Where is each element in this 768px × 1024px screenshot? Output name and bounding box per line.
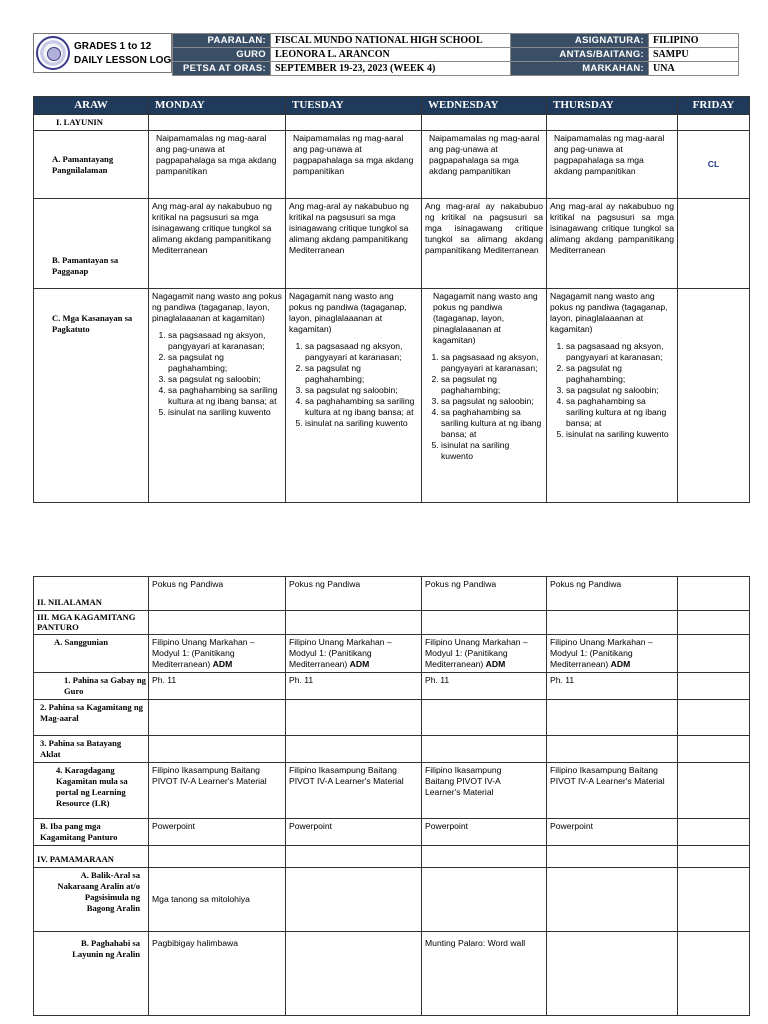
wednesday-paghahabi: Munting Palaro: Word wall bbox=[422, 932, 547, 1016]
tuesday-pamantayang-pangnilalaman: Naipamamalas ng mag-aaral ang pag-unawa at pagpapahalaga sa mga akdang pampanitikan bbox=[286, 131, 422, 199]
label-mga-kasanayan: C. Mga Kasanayan sa Pagkatuto bbox=[34, 289, 149, 503]
wednesday-gabay: Ph. 11 bbox=[422, 673, 547, 700]
document-title: GRADES 1 to 12 DAILY LESSON LOG bbox=[74, 41, 172, 66]
deped-seal-icon bbox=[36, 36, 70, 70]
thursday-karagdagang: Filipino Ikasampung Baitang PIVOT IV-A Learner's Material bbox=[547, 763, 678, 819]
row-pamamaraan bbox=[34, 846, 750, 868]
monday-balik-aral: Mga tanong sa mitolohiya bbox=[149, 868, 286, 932]
friday-cl: CL bbox=[678, 131, 750, 199]
col-monday: MONDAY bbox=[149, 97, 286, 115]
wednesday-sanggunian: Filipino Unang Markahan – Modyul 1: (Panitikang Mediterranean) ADM bbox=[422, 635, 547, 673]
label-kagamitang-mag-aaral: 2. Pahina sa Kagamitang ng Mag-aaral bbox=[34, 700, 149, 736]
row-batayang-aklat bbox=[34, 736, 750, 763]
monday-karagdagang: Filipino Ikasampung Baitang PIVOT IV-A Learner's Material bbox=[149, 763, 286, 819]
kasanayan-list: 1. sa pagsasaad ng aksyon, pangyayari at karanasan; 2. sa pagsulat ng paghahambing; 3. sa pagsulat ng saloobin; 4. sa paghahambing sa sariling kultura at ng ibang bansa; at 5. isinulat na sariling kuwento bbox=[425, 352, 543, 462]
objectives-table bbox=[33, 96, 750, 503]
col-wednesday: WEDNESDAY bbox=[422, 97, 547, 115]
row-kagamitan bbox=[34, 611, 750, 635]
monday-kasanayan: Nagagamit nang wasto ang pokus ng pandiwa (tagaganap, layon, pinaglalaaanan at kagamitan) 1. sa pagsasaad ng aksyon, pangyayari at karanasan; 2. sa pagsulat ng paghahambing; 3. sa pagsulat ng saloobin; 4. sa paghahambing sa sariling kultura at ng ibang bansa; at 5. isinulat na sariling kuwento bbox=[149, 289, 286, 503]
row-pamantayang-pangnilalaman bbox=[34, 131, 750, 199]
label-pamamaraan: IV. PAMAMARAAN bbox=[34, 846, 149, 868]
value-antas: SAMPU bbox=[649, 48, 739, 62]
col-friday: FRIDAY bbox=[678, 97, 750, 115]
label-guro: GURO bbox=[173, 48, 271, 62]
label-paaralan: PAARALAN: bbox=[173, 34, 271, 48]
col-araw: ARAW bbox=[34, 97, 149, 115]
content-table bbox=[33, 576, 750, 1016]
col-thursday: THURSDAY bbox=[547, 97, 678, 115]
thursday-pamantayang-pangnilalaman: Naipamamalas ng mag-aaral ang pag-unawa at pagpapahalaga sa mga akdang pampanitikan bbox=[547, 131, 678, 199]
tuesday-kasanayan: Nagagamit nang wasto ang pokus ng pandiwa (tagaganap, layon, pinaglalaaanan at kagamitan) 1. sa pagsasaad ng aksyon, pangyayari at karanasan; 2. sa pagsulat ng paghahambing; 3. sa pagsulat ng saloobin; 4. sa paghahambing sa sariling kultura at ng ibang bansa; at 5. isinulat na sariling kuwento bbox=[286, 289, 422, 503]
label-asignatura: ASIGNATURA: bbox=[511, 34, 649, 48]
label-sanggunian: A. Sanggunian bbox=[34, 635, 149, 673]
col-tuesday: TUESDAY bbox=[286, 97, 422, 115]
label-layunin: I. LAYUNIN bbox=[34, 115, 149, 131]
label-markahan: MARKAHAN: bbox=[511, 62, 649, 76]
row-balik-aral bbox=[34, 868, 750, 932]
wednesday-kasanayan: Nagagamit nang wasto ang pokus ng pandiwa (tagaganap, layon, pinaglalaaanan at kagamitan) 1. sa pagsasaad ng aksyon, pangyayari at karanasan; 2. sa pagsulat ng paghahambing; 3. sa pagsulat ng saloobin; 4. sa paghahambing sa sariling kultura at ng ibang bansa; at 5. isinulat na sariling kuwento bbox=[422, 289, 547, 503]
header-row-guro bbox=[173, 48, 739, 62]
header-info-table bbox=[172, 33, 739, 76]
label-kagamitan: III. MGA KAGAMITANG PANTURO bbox=[34, 611, 149, 635]
tuesday-pamantayan-sa-pagganap: Ang mag-aral ay nakabubuo ng kritikal na pagsusuri sa mga isinagawang critique tungkol sa alimang akdang pampanitikang Mediterranean bbox=[286, 199, 422, 289]
row-iba-pang-kagamitan bbox=[34, 819, 750, 846]
row-sanggunian bbox=[34, 635, 750, 673]
label-iba-pang-kagamitan: B. Iba pang mga Kagamitang Panturo bbox=[34, 819, 149, 846]
header-row-paaralan bbox=[173, 34, 739, 48]
wednesday-pamantayan-sa-pagganap: Ang mag-aral ay nakabubuo ng kritikal na pagsusuri sa mga isinagawang critique tungkol sa alimang akdang pampanitikang Mediterranean bbox=[422, 199, 547, 289]
wednesday-karagdagang: Filipino Ikasampung Baitang PIVOT IV-A Learner's Material bbox=[422, 763, 547, 819]
kasanayan-list: 1. sa pagsasaad ng aksyon, pangyayari at karanasan; 2. sa pagsulat ng paghahambing; 3. sa pagsulat ng saloobin; 4. sa paghahambing sa sariling kultura at ng ibang bansa; at 5. isinulat na sariling kuwento bbox=[550, 341, 674, 440]
label-pamantayang-pangnilalaman: A. Pamantayang Pangnilalaman bbox=[34, 131, 149, 199]
label-karagdagang-kagamitan: 4. Karagdagang Kagamitan mula sa portal ng Learning Resource (LR) bbox=[34, 763, 149, 819]
thursday-kasanayan: Nagagamit nang wasto ang pokus ng pandiwa (tagaganap, layon, pinaglalaaanan at kagamitan) 1. sa pagsasaad ng aksyon, pangyayari at karanasan; 2. sa pagsulat ng paghahambing; 3. sa pagsulat ng saloobin; 4. sa paghahambing sa sariling kultura at ng ibang bansa; at 5. isinulat na sariling kuwento bbox=[547, 289, 678, 503]
label-batayang-aklat: 3. Pahina sa Batayang Aklat bbox=[34, 736, 149, 763]
thursday-gabay: Ph. 11 bbox=[547, 673, 678, 700]
wednesday-iba-pang: Powerpoint bbox=[422, 819, 547, 846]
thursday-iba-pang: Powerpoint bbox=[547, 819, 678, 846]
monday-iba-pang: Powerpoint bbox=[149, 819, 286, 846]
value-markahan: UNA bbox=[649, 62, 739, 76]
row-pamantayan-sa-pagganap bbox=[34, 199, 750, 289]
row-layunin bbox=[34, 115, 750, 131]
row-gabay-ng-guro bbox=[34, 673, 750, 700]
tuesday-nilalaman: Pokus ng Pandiwa bbox=[286, 577, 422, 611]
monday-gabay: Ph. 11 bbox=[149, 673, 286, 700]
label-paghahabi: B. Paghahabi sa Layunin ng Aralin bbox=[34, 932, 149, 1016]
kasanayan-list: 1. sa pagsasaad ng aksyon, pangyayari at karanasan; 2. sa pagsulat ng paghahambing; 3. sa pagsulat ng saloobin; 4. sa paghahambing sa sariling kultura at ng ibang bansa; at 5. isinulat na sariling kuwento bbox=[152, 330, 282, 418]
monday-paghahabi: Pagbibigay halimbawa bbox=[149, 932, 286, 1016]
wednesday-nilalaman: Pokus ng Pandiwa bbox=[422, 577, 547, 611]
monday-pamantayan-sa-pagganap: Ang mag-aral ay nakabubuo ng kritikal na pagsusuri sa mga isinagawang critique tungkol sa alimang akdang pampanitikang Mediterranean bbox=[149, 199, 286, 289]
label-balik-aral: A. Balik-Aral sa Nakaraang Aralin at/o Pagsisimula ng Bagong Aralin bbox=[34, 868, 149, 932]
tuesday-sanggunian: Filipino Unang Markahan – Modyul 1: (Panitikang Mediterranean) ADM bbox=[286, 635, 422, 673]
row-nilalaman bbox=[34, 577, 750, 611]
monday-sanggunian: Filipino Unang Markahan – Modyul 1: (Panitikang Mediterranean) ADM bbox=[149, 635, 286, 673]
thursday-nilalaman: Pokus ng Pandiwa bbox=[547, 577, 678, 611]
label-nilalaman: II. NILALAMAN bbox=[34, 577, 149, 611]
row-paghahabi bbox=[34, 932, 750, 1016]
label-gabay-ng-guro: 1. Pahina sa Gabay ng Guro bbox=[34, 673, 149, 700]
label-pamantayan-sa-pagganap: B. Pamantayan sa Pagganap bbox=[34, 199, 149, 289]
label-petsa: PETSA AT ORAS: bbox=[173, 62, 271, 76]
row-karagdagang-kagamitan bbox=[34, 763, 750, 819]
header-row-petsa bbox=[173, 62, 739, 76]
value-asignatura: FILIPINO bbox=[649, 34, 739, 48]
label-antas: ANTAS/BAITANG: bbox=[511, 48, 649, 62]
row-mga-kasanayan bbox=[34, 289, 750, 503]
value-paaralan: FISCAL MUNDO NATIONAL HIGH SCHOOL bbox=[271, 34, 511, 48]
thursday-sanggunian: Filipino Unang Markahan – Modyul 1: (Panitikang Mediterranean) ADM bbox=[547, 635, 678, 673]
tuesday-iba-pang: Powerpoint bbox=[286, 819, 422, 846]
thursday-pamantayan-sa-pagganap: Ang mag-aral ay nakabubuo ng kritikal na pagsusuri sa mga isinagawang critique tungkol sa alimang akdang pampanitikang Mediterranean bbox=[547, 199, 678, 289]
days-header-row bbox=[34, 97, 750, 115]
monday-pamantayang-pangnilalaman: Naipamamalas ng mag-aaral ang pag-unawa at pagpapahalaga sa mga akdang pampanitikan bbox=[149, 131, 286, 199]
row-kagamitang-mag-aaral bbox=[34, 700, 750, 736]
value-petsa: SEPTEMBER 19-23, 2023 (WEEK 4) bbox=[271, 62, 511, 76]
wednesday-pamantayang-pangnilalaman: Naipamamalas ng mag-aaral ang pag-unawa at pagpapahalaga sa mga akdang pampanitikan bbox=[422, 131, 547, 199]
tuesday-gabay: Ph. 11 bbox=[286, 673, 422, 700]
value-guro: LEONORA L. ARANCON bbox=[271, 48, 511, 62]
monday-nilalaman: Pokus ng Pandiwa bbox=[149, 577, 286, 611]
kasanayan-list: 1. sa pagsasaad ng aksyon, pangyayari at karanasan; 2. sa pagsulat ng paghahambing; 3. sa pagsulat ng saloobin; 4. sa paghahambing sa sariling kultura at ng ibang bansa; at 5. isinulat na sariling kuwento bbox=[289, 341, 418, 429]
tuesday-karagdagang: Filipino Ikasampung Baitang PIVOT IV-A Learner's Material bbox=[286, 763, 422, 819]
